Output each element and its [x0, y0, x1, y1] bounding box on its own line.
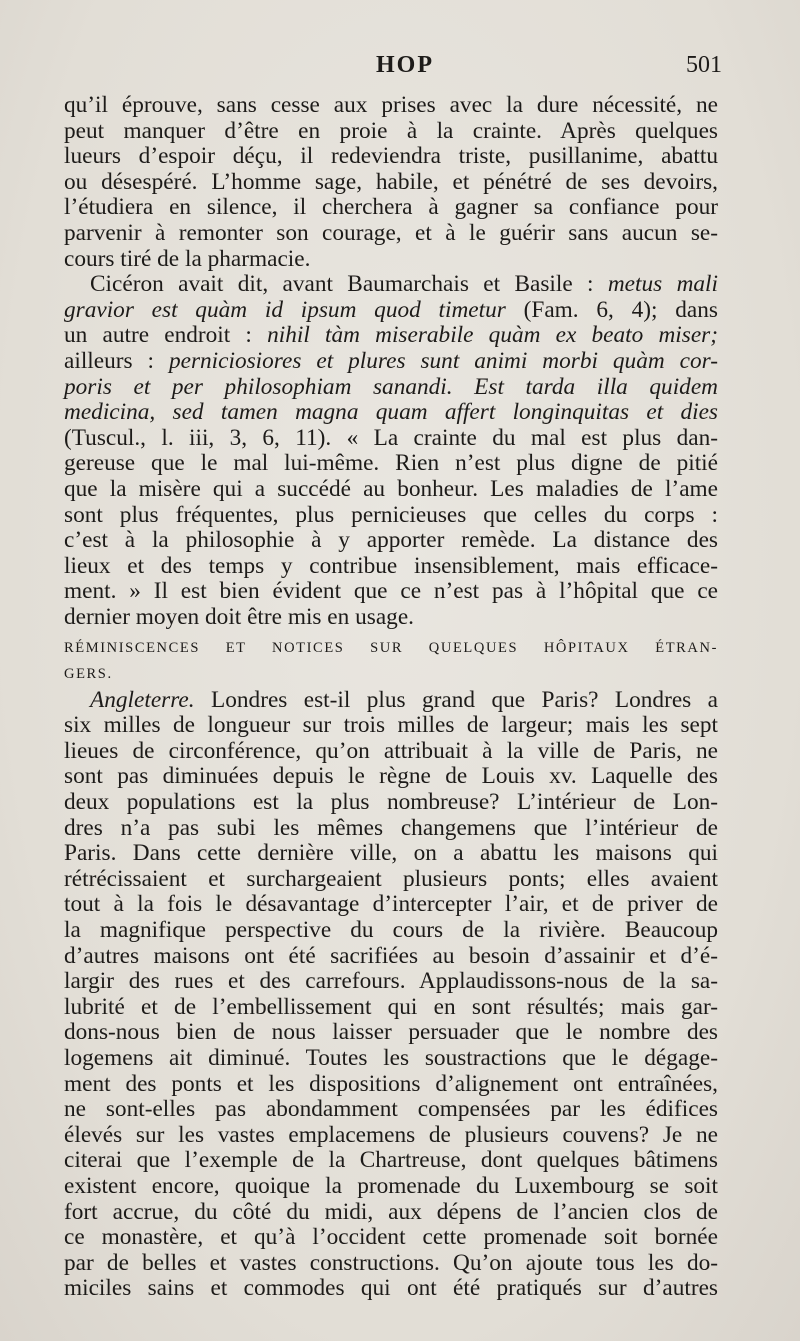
text-run: ment. » Il est bien évident que ce n’est pas à l’hôpital que ce: [64, 578, 718, 605]
text-line: logemens ait diminué. Toutes les soustractions que le dégage-: [64, 1044, 718, 1071]
text-line: lubrité et de l’embellissement qui en sont résultés; mais gar-: [64, 993, 718, 1020]
text-line: miciles sains et commodes qui ont été pratiqués sur d’autres: [64, 1275, 718, 1302]
text-line: dres n’a pas subi les mêmes changemens que l’intérieur de: [64, 814, 718, 841]
text-line: dons-nous bien de nous laisser persuader que le nombre des: [64, 1019, 718, 1046]
text-line: sont pas diminuées depuis le règne de Louis xv. Laquelle des: [64, 763, 718, 790]
paragraph-1: [64, 93, 718, 272]
italic-quote: poris et per philosophiam sanandi. Est tarda illa quidem: [64, 373, 718, 400]
text-run: lieux et des temps y contribue insensiblement, mais efficace-: [64, 552, 718, 579]
text-run: un autre endroit :: [64, 322, 268, 349]
italic-quote: gravior est quàm id ipsum quod timetur: [64, 296, 506, 323]
text-line: la magnifique perspective du cours de la rivière. Beaucoup: [64, 917, 718, 943]
section-heading-line-2: GERS.: [64, 666, 113, 683]
text-run: sont plus fréquentes, plus pernicieuses que celles du corps :: [64, 501, 718, 528]
text-line: ne sont-elles pas abondamment compensées par les édifices: [64, 1096, 718, 1123]
text-line: Paris. Dans cette dernière ville, on a abattu les maisons qui: [64, 840, 718, 867]
text-line: [64, 688, 718, 714]
text-line: peut manquer d’être en proie à la crainte. Après quelques: [64, 117, 718, 144]
italic-quote: nihil tàm miserabile quàm ex beato miser;: [267, 322, 718, 349]
text-line: [64, 298, 718, 324]
text-line: par de belles et vastes constructions. Qu’on ajoute tous les do-: [64, 1249, 718, 1276]
text-line: [64, 579, 718, 605]
text-line: [64, 272, 718, 298]
section-heading-line-1: RÉMINISCENCES ET NOTICES SUR QUELQUES HÔPITAUX ÉTRAN-: [64, 640, 718, 657]
text-run: Londres est-il plus grand que Paris? Londres a: [194, 686, 718, 713]
text-line: lieues de circonférence, qu’on attribuait à la ville de Paris, ne: [64, 737, 718, 764]
text-line: [64, 323, 718, 349]
text-line: [64, 605, 718, 631]
text-line: six milles de longueur sur trois milles de largeur; mais les sept: [64, 712, 718, 739]
page-number: 501: [686, 52, 722, 78]
text-run: dernier moyen doit être mis en usage.: [64, 603, 414, 630]
text-line: [64, 426, 718, 452]
text-line: citerai que l’exemple de la Chartreuse, dont quelques bâtimens: [64, 1147, 718, 1174]
italic-quote: medicina, sed tamen magna quam affert longinquitas et dies: [64, 399, 718, 426]
paragraph-2: [64, 272, 718, 630]
text-line: [64, 451, 718, 477]
text-line: ment des ponts et les dispositions d’alignement ont entraînées,: [64, 1070, 718, 1097]
italic-quote: metus mali: [607, 271, 718, 298]
text-line: [64, 349, 718, 375]
italic-quote: perniciosiores et plures sunt animi morbi quàm cor-: [168, 347, 718, 374]
text-line: [64, 554, 718, 580]
text-line: largir des rues et des carrefours. Applaudissons-nous de la sa-: [64, 968, 718, 995]
text-run: gereuse que le mal lui-même. Rien n’est plus digne de pitié: [64, 450, 718, 477]
text-line: lueurs d’espoir déçu, il redeviendra triste, pusillanime, abattu: [64, 143, 718, 170]
country-heading: Angleterre.: [90, 686, 195, 713]
text-line: [64, 400, 718, 426]
text-line: fort accrue, du côté du midi, aux dépens de l’ancien clos de: [64, 1198, 718, 1225]
text-line: d’autres maisons ont été sacrifiées au besoin d’assainir et d’é-: [64, 942, 718, 969]
text-line: tout à la fois le désavantage d’intercepter l’air, et de priver de: [64, 891, 718, 918]
text-run: Cicéron avait dit, avant Baumarchais et Basile :: [90, 271, 608, 298]
text-run: (Fam. 6, 4); dans: [505, 296, 718, 323]
running-head: HOP: [376, 52, 434, 78]
text-line: [64, 528, 718, 554]
text-line: [64, 503, 718, 529]
text-line: rétrécissaient et surchargeaient plusieurs ponts; elles avaient: [64, 865, 718, 892]
text-line: ou désespéré. L’homme sage, habile, et pénétré de ses devoirs,: [64, 168, 718, 195]
text-line: [64, 477, 718, 503]
text-line: ce monastère, et qu’à l’occident cette promenade soit bornée: [64, 1224, 718, 1251]
text-run: ailleurs :: [64, 347, 169, 374]
paragraph-3: [64, 688, 718, 1302]
text-line: l’étudiera en silence, il cherchera à gagner sa confiance pour: [64, 194, 718, 221]
text-line: élevés sur les vastes emplacemens de plusieurs couvens? Je ne: [64, 1121, 718, 1148]
text-line: [64, 375, 718, 401]
page-body: [64, 93, 718, 1302]
page-header: [88, 52, 722, 96]
text-line: qu’il éprouve, sans cesse aux prises avec la dure nécessité, ne: [64, 92, 718, 118]
text-line: parvenir à remonter son courage, et à le guérir sans aucun se-: [64, 219, 718, 246]
text-run: c’est à la philosophie à y apporter remède. La distance des: [64, 527, 718, 554]
section-heading: [64, 636, 718, 687]
text-run: que la misère qui a succédé au bonheur. Les maladies de l’ame: [64, 475, 718, 502]
text-line: deux populations est la plus nombreuse? L’intérieur de Lon-: [64, 789, 718, 816]
text-run: (Tuscul., l. iii, 3, 6, 11). « La crainte du mal est plus dan-: [64, 424, 718, 451]
text-line: existent encore, quoique la promenade du Luxembourg se soit: [64, 1172, 718, 1199]
text-line: cours tiré de la pharmacie.: [64, 245, 311, 272]
